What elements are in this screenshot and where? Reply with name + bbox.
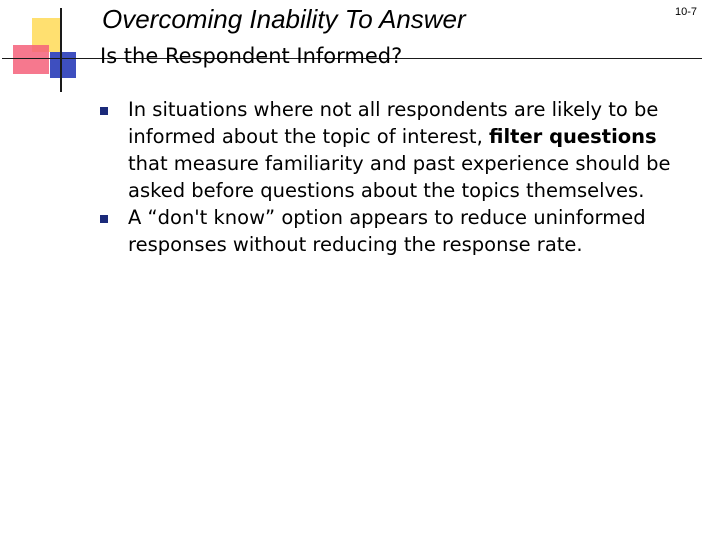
bullet-emphasis: filter questions — [488, 125, 657, 148]
bullet-text: that measure familiarity and past experience should be asked before questions about the topics themselves. — [128, 152, 671, 202]
bullet-item — [100, 96, 700, 204]
slide-number: 10-7 — [675, 6, 698, 18]
bullet-text: A “don't know” option appears to reduce uninformed responses without reducing the response rate. — [128, 206, 646, 256]
bullet-list — [100, 96, 700, 258]
bullet-item — [100, 204, 700, 258]
slide-title: Overcoming Inability To Answer — [102, 4, 466, 34]
decorative-blue-square — [50, 52, 76, 78]
slide-subtitle: Is the Respondent Informed? — [100, 44, 403, 68]
decorative-vertical-line — [60, 8, 62, 92]
bullet-text: In situations where not all respondents are likely to be informed about the topic of interest, — [128, 98, 659, 148]
square-bullet-icon — [100, 107, 108, 115]
decorative-red-square — [13, 45, 49, 74]
square-bullet-icon — [100, 215, 108, 223]
